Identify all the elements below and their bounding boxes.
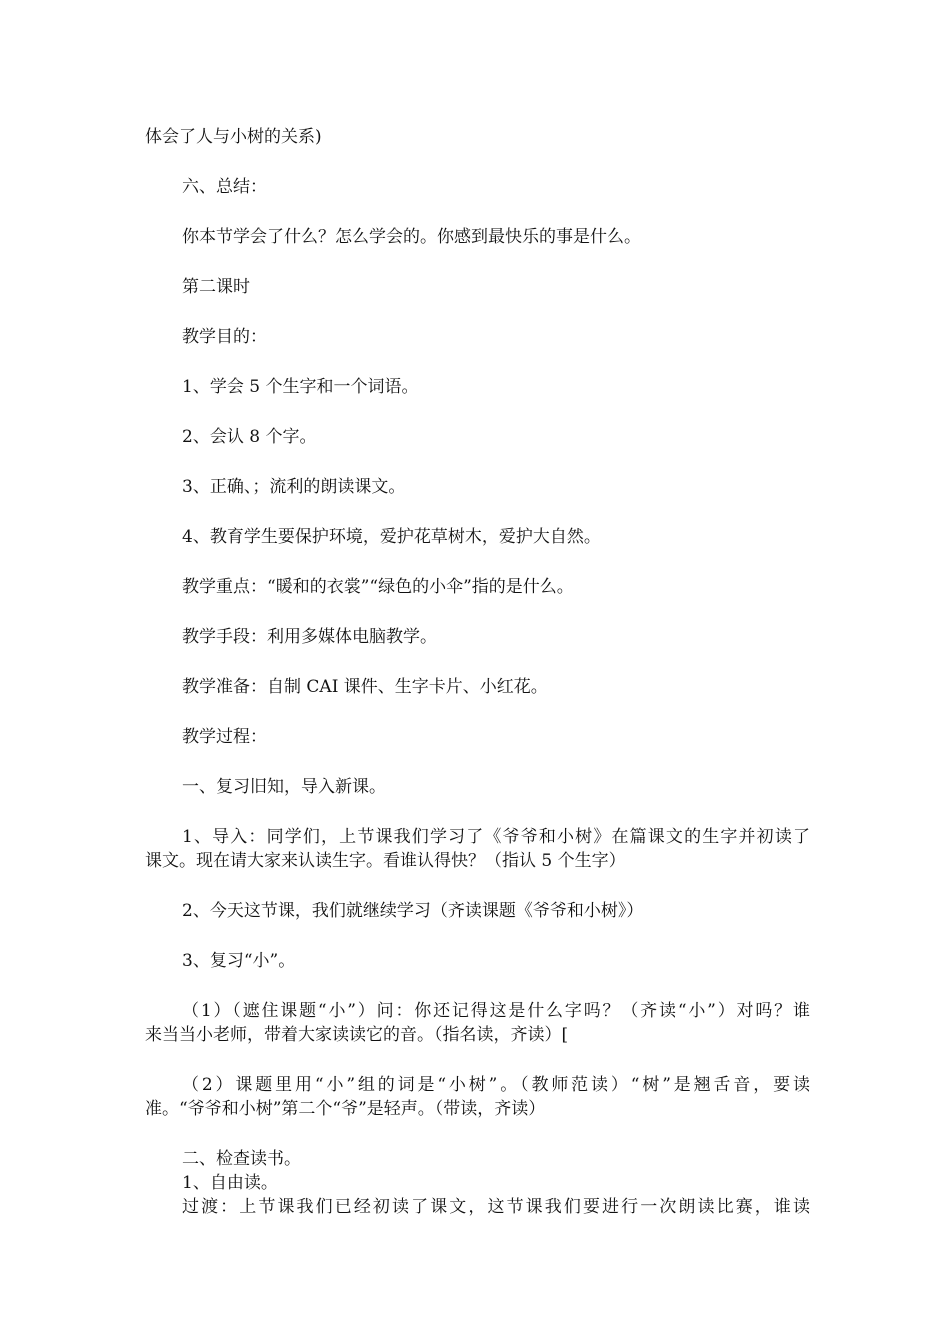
text-line: 体会了人与小树的关系): [145, 127, 322, 147]
paragraph-line: （2）课题里用“小”组的词是“小树”。（教师范读）“树”是翘舌音，要读: [182, 1075, 810, 1095]
section-heading: 教学目的：: [182, 327, 267, 347]
paragraph-line: 准。“爷爷和小树”第二个“爷”是轻声。（带读，齐读）: [145, 1099, 546, 1119]
section-heading: 教学过程：: [182, 727, 267, 747]
list-item: 1、学会 5 个生字和一个词语。: [182, 377, 419, 397]
list-item: 2、今天这节课，我们就继续学习（齐读课题《爷爷和小树》）: [182, 901, 644, 921]
list-item: 4、教育学生要保护环境，爱护花草树木，爱护大自然。: [182, 527, 601, 547]
paragraph-line: 1、导入：同学们，上节课我们学习了《爷爷和小树》在篇课文的生字并初读了: [182, 827, 810, 847]
section-heading: 六、总结：: [182, 177, 267, 197]
list-item: 2、会认 8 个字。: [182, 427, 317, 447]
text-line: 你本节学会了什么？怎么学会的。你感到最快乐的事是什么。: [182, 227, 641, 247]
list-item: 3、正确、；流利的朗读课文。: [182, 477, 406, 497]
section-heading: 一、复习旧知，导入新课。: [182, 777, 386, 797]
paragraph-line: （1）（遮住课题“小”）问：你还记得这是什么字吗？（齐读“小”）对吗？谁: [182, 1001, 810, 1021]
paragraph-line: 课文。现在请大家来认读生字。看谁认得快？（指认 5 个生字）: [145, 851, 626, 871]
list-item: 3、复习“小”。: [182, 951, 296, 971]
list-item: 1、自由读。: [182, 1173, 278, 1193]
text-line: 教学准备：自制 CAI 课件、生字卡片、小红花。: [182, 677, 548, 697]
paragraph-line: 来当当小老师，带着大家读读它的音。（指名读，齐读）[: [145, 1025, 569, 1045]
paragraph-line: 过渡：上节课我们已经初读了课文，这节课我们要进行一次朗读比赛，谁读: [182, 1197, 810, 1217]
text-line: 教学重点：“暖和的衣裳”“绿色的小伞”指的是什么。: [182, 577, 574, 597]
section-heading: 二、检查读书。: [182, 1149, 301, 1169]
section-heading: 第二课时: [182, 277, 250, 297]
text-line: 教学手段：利用多媒体电脑教学。: [182, 627, 437, 647]
